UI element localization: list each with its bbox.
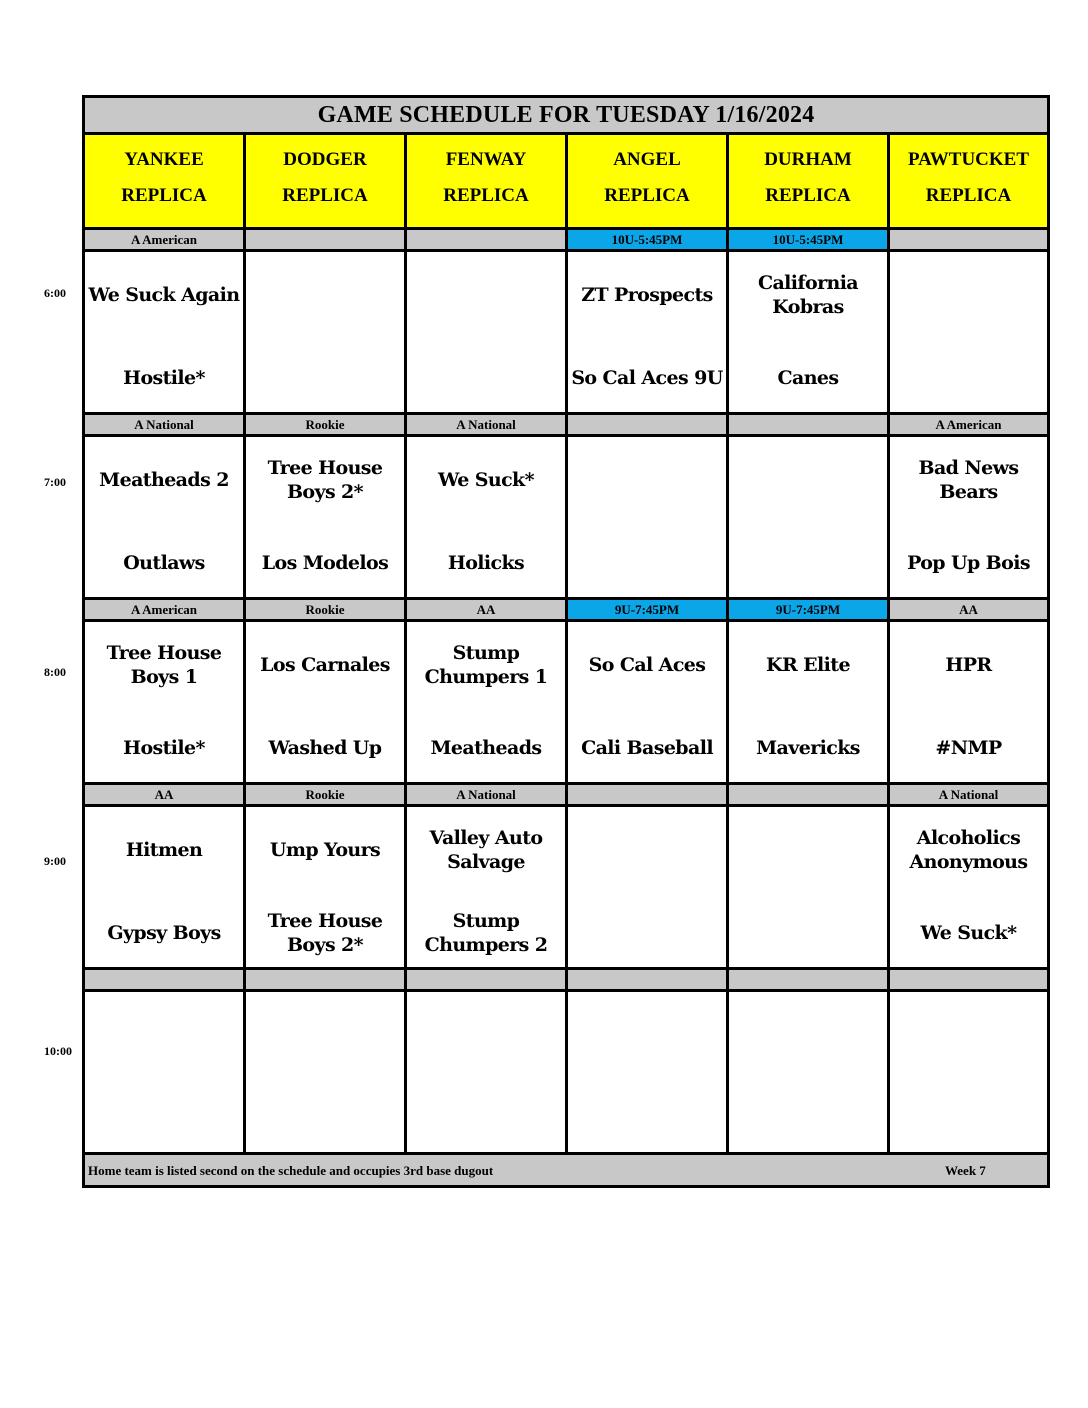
- division-label: [729, 785, 890, 807]
- home-team: [568, 908, 726, 958]
- home-team: Stump Chumpers 2: [424, 910, 548, 956]
- home-team: Washed Up: [268, 737, 382, 759]
- game-cell: [729, 437, 890, 600]
- division-label: [890, 230, 1047, 252]
- away-team: [568, 455, 726, 505]
- away-team: [568, 1010, 726, 1060]
- field-header-row: [85, 135, 1047, 230]
- schedule-table: [82, 95, 1050, 1188]
- game-cell: [246, 622, 407, 785]
- game-row-9: [85, 807, 1047, 970]
- away-team: Ump Yours: [269, 839, 381, 861]
- field-sub: REPLICA: [765, 185, 851, 206]
- division-row-8: [85, 600, 1047, 622]
- field-sub: REPLICA: [121, 185, 207, 206]
- game-row-10: [85, 992, 1047, 1155]
- game-cell: [407, 622, 568, 785]
- game-cell: [85, 437, 246, 600]
- away-team: Meatheads 2: [99, 469, 229, 491]
- schedule-footer: [85, 1155, 1047, 1185]
- division-label: Rookie: [246, 415, 407, 437]
- home-team: Los Modelos: [261, 552, 389, 574]
- field-header-fenway: [407, 135, 568, 230]
- home-team: Hostile*: [123, 737, 205, 759]
- away-team: [568, 825, 726, 875]
- game-cell: [85, 252, 246, 415]
- division-label: A American: [890, 415, 1047, 437]
- home-team: Mavericks: [756, 737, 860, 759]
- away-team: Tree House Boys 2*: [267, 457, 383, 503]
- schedule-title: GAME SCHEDULE FOR TUESDAY 1/16/2024: [85, 98, 1047, 135]
- field-name: DURHAM: [764, 149, 852, 170]
- home-team: [729, 1093, 887, 1143]
- home-team: We Suck*: [920, 922, 1017, 944]
- away-team: [729, 825, 887, 875]
- division-label: [246, 230, 407, 252]
- division-label: [568, 415, 729, 437]
- home-team: [407, 1093, 565, 1143]
- home-team: [568, 538, 726, 588]
- field-header-dodger: [246, 135, 407, 230]
- home-team: [407, 353, 565, 403]
- away-team: HPR: [945, 654, 992, 676]
- field-sub: REPLICA: [282, 185, 368, 206]
- game-cell: [85, 992, 246, 1155]
- away-team: [407, 1010, 565, 1060]
- away-team: Tree House Boys 1: [106, 642, 222, 688]
- away-team: [246, 270, 404, 320]
- division-row-7: [85, 415, 1047, 437]
- division-row-10: [85, 970, 1047, 992]
- game-cell: [246, 992, 407, 1155]
- home-team: Meatheads: [430, 737, 542, 759]
- field-sub: REPLICA: [604, 185, 690, 206]
- away-team: We Suck*: [438, 469, 534, 491]
- game-cell: [729, 992, 890, 1155]
- game-cell: [407, 992, 568, 1155]
- division-label: [407, 970, 568, 992]
- game-cell: [890, 622, 1047, 785]
- home-team: Pop Up Bois: [907, 552, 1030, 574]
- game-cell: [568, 992, 729, 1155]
- game-cell: [407, 252, 568, 415]
- division-label: A American: [85, 600, 246, 622]
- division-label: [890, 970, 1047, 992]
- away-team: Valley Auto Salvage: [429, 827, 543, 873]
- division-row-9: [85, 785, 1047, 807]
- division-label: A American: [85, 230, 246, 252]
- field-name: FENWAY: [445, 149, 527, 170]
- home-team: [729, 908, 887, 958]
- home-team: Tree House Boys 2*: [267, 910, 383, 956]
- game-cell: [246, 252, 407, 415]
- division-label: Rookie: [246, 600, 407, 622]
- away-team: Bad News Bears: [918, 457, 1019, 503]
- game-cell: [407, 807, 568, 970]
- away-team: [246, 1010, 404, 1060]
- home-team: [85, 1093, 243, 1143]
- away-team: We Suck Again: [88, 284, 240, 306]
- game-cell: [568, 252, 729, 415]
- home-team: [246, 1093, 404, 1143]
- game-row-7: [85, 437, 1047, 600]
- field-header-yankee: [85, 135, 246, 230]
- division-label: AA: [85, 785, 246, 807]
- division-label: A National: [407, 785, 568, 807]
- home-team: #NMP: [935, 737, 1002, 759]
- division-label: [729, 415, 890, 437]
- time-label-6: 6:00: [44, 286, 66, 300]
- division-label: 9U-7:45PM: [729, 600, 890, 622]
- field-name: DODGER: [283, 149, 367, 170]
- division-label: AA: [407, 600, 568, 622]
- away-team: Hitmen: [125, 839, 203, 861]
- division-label: [246, 970, 407, 992]
- field-name: YANKEE: [124, 149, 204, 170]
- home-team: [568, 1093, 726, 1143]
- game-cell: [890, 252, 1047, 415]
- division-label: 10U-5:45PM: [729, 230, 890, 252]
- field-header-pawtucket: [890, 135, 1047, 230]
- division-label: [85, 970, 246, 992]
- home-team: [890, 1093, 1047, 1143]
- home-team: Canes: [777, 367, 839, 389]
- home-team: [729, 538, 887, 588]
- division-label: Rookie: [246, 785, 407, 807]
- field-sub: REPLICA: [443, 185, 529, 206]
- division-label: [407, 230, 568, 252]
- division-label: [729, 970, 890, 992]
- game-cell: [568, 437, 729, 600]
- away-team: ZT Prospects: [581, 284, 713, 306]
- home-team: Cali Baseball: [581, 737, 713, 759]
- home-team: [246, 353, 404, 403]
- home-team: Gypsy Boys: [107, 922, 221, 944]
- division-label: 10U-5:45PM: [568, 230, 729, 252]
- away-team: [729, 1010, 887, 1060]
- game-cell: [568, 807, 729, 970]
- away-team: California Kobras: [757, 272, 859, 318]
- game-cell: [729, 622, 890, 785]
- game-cell: [890, 437, 1047, 600]
- game-cell: [729, 807, 890, 970]
- away-team: [85, 1010, 243, 1060]
- division-label: [568, 785, 729, 807]
- field-name: PAWTUCKET: [907, 149, 1030, 170]
- game-cell: [246, 437, 407, 600]
- away-team: Alcoholics Anonymous: [909, 827, 1028, 873]
- away-team: KR Elite: [766, 654, 850, 676]
- home-team: [890, 353, 1047, 403]
- field-header-angel: [568, 135, 729, 230]
- game-cell: [246, 807, 407, 970]
- away-team: [890, 1010, 1047, 1060]
- field-header-durham: [729, 135, 890, 230]
- away-team: [407, 270, 565, 320]
- game-cell: [890, 807, 1047, 970]
- division-label: A National: [890, 785, 1047, 807]
- home-team-note: Home team is listed second on the schedule and occupies 3rd base dugout: [88, 1163, 494, 1178]
- time-label-7: 7:00: [44, 475, 66, 489]
- division-row-6: [85, 230, 1047, 252]
- division-label: 9U-7:45PM: [568, 600, 729, 622]
- game-cell: [85, 807, 246, 970]
- week-label: Week 7: [945, 1163, 986, 1178]
- game-row-6: [85, 252, 1047, 415]
- away-team: Los Carnales: [260, 654, 390, 676]
- division-label: A National: [85, 415, 246, 437]
- home-team: So Cal Aces 9U: [571, 367, 723, 389]
- time-label-8: 8:00: [44, 665, 66, 679]
- game-cell: [890, 992, 1047, 1155]
- division-label: [568, 970, 729, 992]
- time-label-9: 9:00: [44, 854, 66, 868]
- game-row-8: [85, 622, 1047, 785]
- game-cell: [568, 622, 729, 785]
- game-cell: [85, 622, 246, 785]
- field-name: ANGEL: [613, 149, 681, 170]
- field-sub: REPLICA: [925, 185, 1012, 206]
- time-label-10: 10:00: [44, 1044, 72, 1058]
- home-team: Outlaws: [123, 552, 205, 574]
- division-label: A National: [407, 415, 568, 437]
- home-team: Hostile*: [123, 367, 205, 389]
- game-cell: [729, 252, 890, 415]
- away-team: [729, 455, 887, 505]
- away-team: Stump Chumpers 1: [424, 642, 548, 688]
- game-cell: [407, 437, 568, 600]
- home-team: Holicks: [447, 552, 525, 574]
- away-team: [890, 270, 1047, 320]
- away-team: So Cal Aces: [588, 654, 706, 676]
- division-label: AA: [890, 600, 1047, 622]
